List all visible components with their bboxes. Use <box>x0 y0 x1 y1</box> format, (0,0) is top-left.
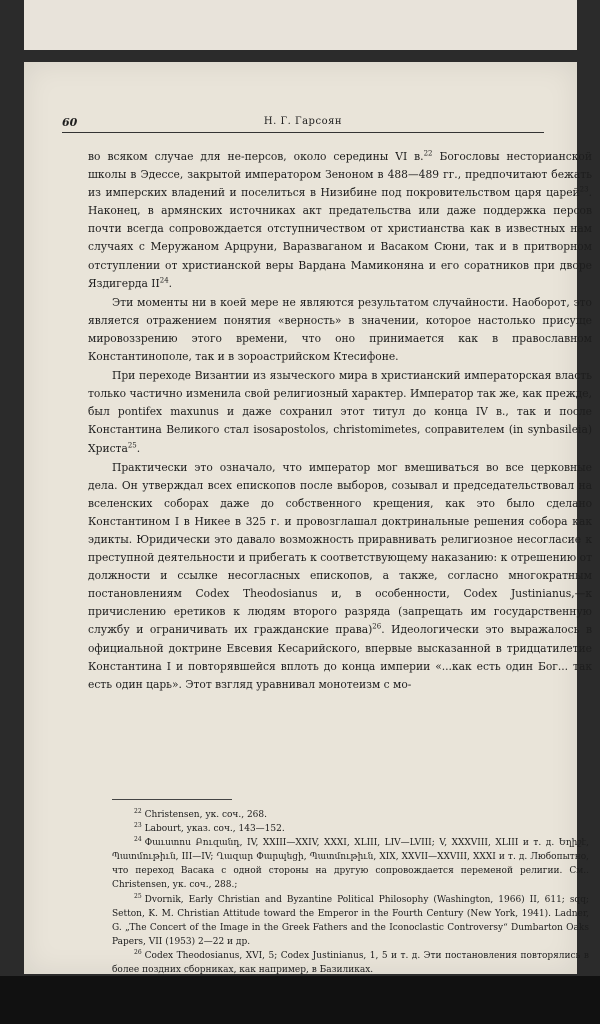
paragraph <box>88 294 592 366</box>
footnotes <box>112 808 589 977</box>
footnote-ref: 26 <box>372 622 382 631</box>
page-header <box>62 114 544 133</box>
paragraph-text: При переходе Византии из языческого мира в христианский императорская власть только частично изменила свой религиозный характер. Император так же, как прежде, был pontifex maxunus и даже сохранил этот титул до конца IV в., так и после Константина Великого стал isosapostolos, christomimetes, соправителем (in synbasileia) Христа <box>88 369 592 455</box>
footnote-text: Փաւստոս Բուզանդ, IV, XXIII—XXIV, XXXI, XLIII, LIV—LVIII; V, XXXVIII, XLIII и т. д. Եղիշէ, Պատմութիւն, III—IV; Ղազար Փարպեցի, Պատմութիւն, XIX, XXVII—XXVIII, XXXI и т. д. Любопытно, что переход Васака с одной стороны на другую сопровождается переменой религии. См.. Christensen, ук. соч., 288.; <box>112 838 589 891</box>
paragraph <box>88 459 592 694</box>
book-page <box>24 62 592 976</box>
page-number: 60 <box>62 116 78 129</box>
paragraph-text: Эти моменты ни в коей мере не являются результатом случайности. Наоборот, это является отражением понятия «верность» в значении, которое настолько присуще мировоззрению этого времени, что оно принимается как в православном Константинополе, так и в зороастрийском Ктесифоне. <box>88 295 592 364</box>
paragraph-text: . <box>136 441 141 455</box>
footnote-number: 25 <box>134 892 142 900</box>
footnote <box>112 836 589 892</box>
footnote-divider <box>112 799 232 800</box>
footnote-text: Christensen, ук. соч., 268. <box>144 810 267 820</box>
footnote-ref: 25 <box>127 440 137 449</box>
paragraph <box>88 367 592 457</box>
running-head: Н. Г. Гарсоян <box>263 116 343 127</box>
paragraph-text: . <box>168 276 173 290</box>
paragraph-text: во всяком случае для не-персов, около середины VI в. <box>88 150 424 163</box>
body-text <box>88 148 592 694</box>
footnote-text: Codex Theodosianus, XVI, 5; Codex Justinianus, 1, 5 и т. д. Эти постановления повторялись в более поздних сборниках, как например, в Базиликах. <box>112 950 589 976</box>
footnote-number: 23 <box>134 822 142 830</box>
paragraph-text: Практически это означало, что император мог вмешиваться во все церковные дела. Он утверждал всех епископов после выборов, созывал и председательствовал на вселенских соборах даже до собственного крещения, как это было сделано Константином I в Никее в 325 г. и провозглашал доктринальные решения собора как эдикты. Юридически это давало возможность приравнивать религиозное несогласие к преступной деятельности и прибегать к соответствующему наказанию: к отрешению от должности и ссылке несогласных епископов, а также, согласно многократным постановлениям Codex Theodosianus и, в особенности, Codex Justinianus,—к причислению еретиков к людям второго разряда (запрещать им государственную службу и ограничивать их гражданские права) <box>88 460 592 637</box>
footnote <box>112 808 589 822</box>
footnote-number: 26 <box>134 948 142 956</box>
paragraph-text: . Наконец, в армянских источниках акт предательства или даже поддержка персов почти всегда сопровождается отступничеством от христианства как в известных нам случаях с Меружаном Арцруни, Варазваганом и Васаком Сюни, так и в притворном отступлении от христианской веры Вардана Мамиконяна и его соратников при дворе Яздигерда II <box>88 186 592 290</box>
footnote <box>112 822 589 836</box>
previous-page-edge <box>24 0 577 50</box>
paragraph-text: Богословы несторианской школы в Эдессе, закрытой императором Зеноном в 488—489 гг., предпочитают бежать из имперских владений и поселиться в Низибине под покровительством царя царей <box>88 150 592 200</box>
viewer-bottom-bar <box>0 976 600 1024</box>
paragraph-text: . Идеологически это выражалось в официальной доктрине Евсевия Кесарийского, впервые высказанной в тридцатилетие Константина I и повторявшейся вплоть до конца империи «...как есть один Бог... так есть один царь». Этот взгляд уравнивал монотеизм с мо- <box>88 623 592 691</box>
footnote-text: Labourt, указ. соч., 143—152. <box>144 824 285 835</box>
footnote-number: 24 <box>134 836 142 844</box>
paragraph <box>88 148 592 293</box>
footnote-ref: 24 <box>159 276 169 285</box>
footnote-text: Dvornik, Early Christian and Byzantine Political Philosophy (Washington, 1966) II, 611; sqq; Setton, K. M. Christian Attitude toward the Emperor in the Fourth Century (New York, 1941). Ladner, G. „The Concert of the Image in the Greek Fathers and the Iconoclastic Controversy“ Dumbarton Oaks Papers, VII (1953) 2—22 и др. <box>112 894 589 947</box>
footnote-ref: 23 <box>579 185 589 194</box>
footnote-number: 22 <box>134 808 142 815</box>
footnote <box>112 893 589 949</box>
footnote <box>112 949 589 977</box>
footnote-ref: 22 <box>423 149 433 158</box>
